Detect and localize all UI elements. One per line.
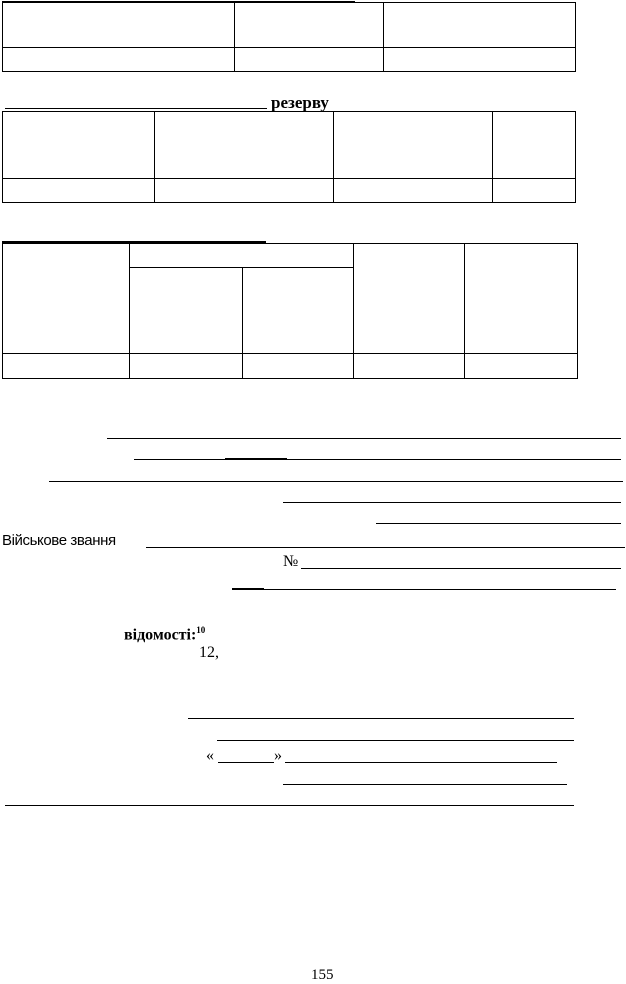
table-3-bottom-border	[2, 378, 578, 379]
table-3-col-divider	[2, 243, 3, 379]
table-3-header-bottom	[2, 353, 578, 354]
form-field-line[interactable]	[107, 438, 621, 439]
table-3-top-border	[2, 243, 578, 244]
info-heading	[124, 621, 205, 644]
date-day-line[interactable]	[218, 762, 274, 763]
date-open-quote: «	[206, 747, 214, 764]
table-3-subheader-line	[129, 267, 353, 268]
section-2-heading-rule	[5, 108, 267, 109]
table-2-col-divider	[2, 111, 3, 203]
form-field-line[interactable]	[134, 459, 621, 460]
table-3-col-divider	[464, 243, 465, 379]
form-field-line[interactable]	[283, 784, 567, 785]
table-2-top-border	[2, 111, 576, 112]
table-2-bottom-border	[2, 202, 576, 203]
form-field-line[interactable]	[217, 740, 574, 741]
table-2-col-divider	[333, 111, 334, 203]
info-heading-text: відомості:	[124, 626, 197, 644]
table-2-header-bottom	[2, 178, 576, 179]
table-3-col-divider	[242, 267, 243, 379]
table-2-col-divider	[154, 111, 155, 203]
form-field-line-mark	[225, 458, 287, 460]
form-field-line[interactable]	[5, 805, 574, 806]
number-sign-label: №	[283, 553, 299, 570]
table-3-col-divider	[129, 243, 130, 379]
form-field-line[interactable]	[376, 523, 621, 524]
table-1-col-divider	[383, 2, 384, 72]
table-3-col-divider	[577, 243, 578, 379]
info-number: 12,	[199, 644, 219, 661]
table-2-col-divider	[492, 111, 493, 203]
table-1-col-divider	[234, 2, 235, 72]
form-field-line-mark	[232, 588, 264, 590]
date-close-quote: »	[274, 747, 282, 764]
table-1-col-divider	[2, 2, 3, 72]
military-rank-field-line[interactable]	[146, 547, 625, 548]
table-3-col-divider	[353, 243, 354, 379]
form-field-line[interactable]	[188, 718, 574, 719]
table-1-header-bottom	[2, 47, 576, 48]
form-field-line[interactable]	[232, 589, 616, 590]
table-1-top-border	[2, 2, 576, 3]
form-field-line[interactable]	[49, 481, 623, 482]
table-1-bottom-border	[2, 71, 576, 72]
page-number: 155	[311, 967, 334, 983]
military-rank-label: Військове звання	[2, 532, 116, 549]
section-2-heading: резерву	[271, 93, 329, 112]
table-1-col-divider	[575, 2, 576, 72]
date-month-line[interactable]	[285, 762, 557, 763]
footnote-marker: 10	[196, 625, 206, 635]
form-field-line[interactable]	[283, 502, 621, 503]
number-field-line[interactable]	[301, 568, 621, 569]
table-2-col-divider	[575, 111, 576, 203]
